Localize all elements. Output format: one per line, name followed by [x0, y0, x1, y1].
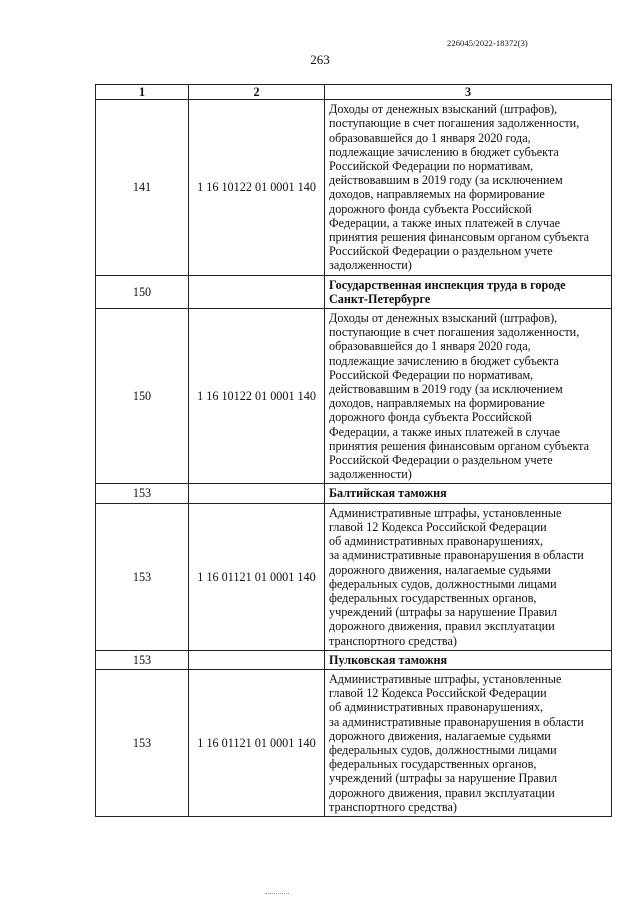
description-line: принятия решения финансовым органом субъекта — [329, 438, 590, 453]
description-line: поступающие в счет погашения задолженности, — [329, 116, 580, 131]
column-header-3: 3 — [325, 85, 612, 100]
kbk-code-cell — [189, 650, 325, 669]
kbk-code-cell — [189, 275, 325, 308]
description-line: главой 12 Кодекса Российской Федерации — [329, 519, 547, 534]
revenue-description-cell — [325, 309, 612, 484]
description-line: дорожного движения, правил эксплуатации — [329, 619, 555, 634]
description-line: Доходы от денежных взысканий (штрафов), — [329, 311, 558, 326]
organization-row — [96, 275, 612, 308]
organization-row — [96, 484, 612, 503]
description-line: федеральных судов, должностными лицами — [329, 742, 557, 757]
description-line: Российской Федерации по нормативам, — [329, 159, 534, 174]
description-line: федеральных судов, должностными лицами — [329, 576, 557, 591]
kbk-code-cell — [189, 484, 325, 503]
description-line: образовавшейся до 1 января 2020 года, — [329, 130, 531, 145]
organization-row — [96, 650, 612, 669]
description-line: Российской Федерации по нормативам, — [329, 367, 534, 382]
description-line: Российской Федерации о раздельном учете — [329, 244, 553, 259]
description-line: действовавшим в 2019 году (за исключением — [329, 382, 563, 397]
description-line: дорожного движения, правил эксплуатации — [329, 785, 555, 800]
page-footer-mark — [265, 893, 289, 894]
description-line: дорожного фонда субъекта Российской — [329, 410, 532, 425]
organization-name-cell — [325, 275, 612, 308]
kbk-code-cell: 1 16 01121 01 0001 140 — [189, 669, 325, 816]
description-line: принятия решения финансовым органом субъекта — [329, 230, 590, 245]
description-line: дорожного движения, налагаемые судьями — [329, 562, 551, 577]
table-header-row — [96, 85, 612, 100]
description-line: федеральных государственных органов, — [329, 757, 537, 772]
document-id: 226045/2022-18372(3) — [447, 38, 528, 48]
description-line: Пулковская таможня — [329, 652, 448, 667]
description-line: задолженности) — [329, 467, 412, 482]
description-line: образовавшейся до 1 января 2020 года, — [329, 339, 531, 354]
admin-code-cell: 153 — [96, 650, 189, 669]
admin-code-cell: 141 — [96, 100, 189, 275]
description-line: об административных правонарушениях, — [329, 534, 544, 549]
admin-code-cell: 153 — [96, 669, 189, 816]
description-line: дорожного движения, налагаемые судьями — [329, 728, 551, 743]
description-line: подлежащие зачислению в бюджет субъекта — [329, 144, 559, 159]
description-line: задолженности) — [329, 258, 412, 273]
kbk-code-cell: 1 16 10122 01 0001 140 — [189, 309, 325, 484]
admin-code-cell: 150 — [96, 309, 189, 484]
description-line: Доходы от денежных взысканий (штрафов), — [329, 102, 558, 117]
organization-name-cell — [325, 484, 612, 503]
table-row — [96, 309, 612, 484]
table-row — [96, 669, 612, 816]
revenue-description-cell — [325, 669, 612, 816]
admin-code-cell: 153 — [96, 503, 189, 650]
column-header-1: 1 — [96, 85, 189, 100]
description-line: транспортного средства) — [329, 633, 457, 648]
table-row — [96, 100, 612, 275]
kbk-code-cell: 1 16 01121 01 0001 140 — [189, 503, 325, 650]
kbk-code-cell: 1 16 10122 01 0001 140 — [189, 100, 325, 275]
organization-name-cell — [325, 650, 612, 669]
description-line: Российской Федерации о раздельном учете — [329, 453, 553, 468]
description-line: Федерации, а также иных платежей в случае — [329, 424, 561, 439]
description-line: Балтийская таможня — [329, 486, 447, 501]
admin-code-cell: 153 — [96, 484, 189, 503]
description-line: доходов, направляемых на формирование — [329, 187, 545, 202]
budget-codes-table — [95, 84, 612, 817]
description-line: Санкт-Петербурге — [329, 291, 431, 306]
description-line: транспортного средства) — [329, 799, 457, 814]
description-line: Административные штрафы, установленные — [329, 505, 562, 520]
description-line: учреждений (штрафы за нарушение Правил — [329, 605, 558, 620]
description-line: действовавшим в 2019 году (за исключением — [329, 173, 563, 188]
description-line: за административные правонарушения в области — [329, 548, 584, 563]
description-line: подлежащие зачислению в бюджет субъекта — [329, 353, 559, 368]
admin-code-cell: 150 — [96, 275, 189, 308]
table-row — [96, 503, 612, 650]
revenue-description-cell — [325, 100, 612, 275]
description-line: главой 12 Кодекса Российской Федерации — [329, 686, 547, 701]
description-line: федеральных государственных органов, — [329, 590, 537, 605]
description-line: учреждений (штрафы за нарушение Правил — [329, 771, 558, 786]
column-header-2: 2 — [189, 85, 325, 100]
description-line: поступающие в счет погашения задолженности, — [329, 325, 580, 340]
description-line: Федерации, а также иных платежей в случае — [329, 215, 561, 230]
description-line: доходов, направляемых на формирование — [329, 396, 545, 411]
description-line: Государственная инспекция труда в городе — [329, 277, 566, 292]
description-line: Административные штрафы, установленные — [329, 671, 562, 686]
page-number: 263 — [310, 52, 330, 67]
description-line: за административные правонарушения в области — [329, 714, 584, 729]
revenue-description-cell — [325, 503, 612, 650]
description-line: дорожного фонда субъекта Российской — [329, 201, 532, 216]
description-line: об административных правонарушениях, — [329, 700, 544, 715]
